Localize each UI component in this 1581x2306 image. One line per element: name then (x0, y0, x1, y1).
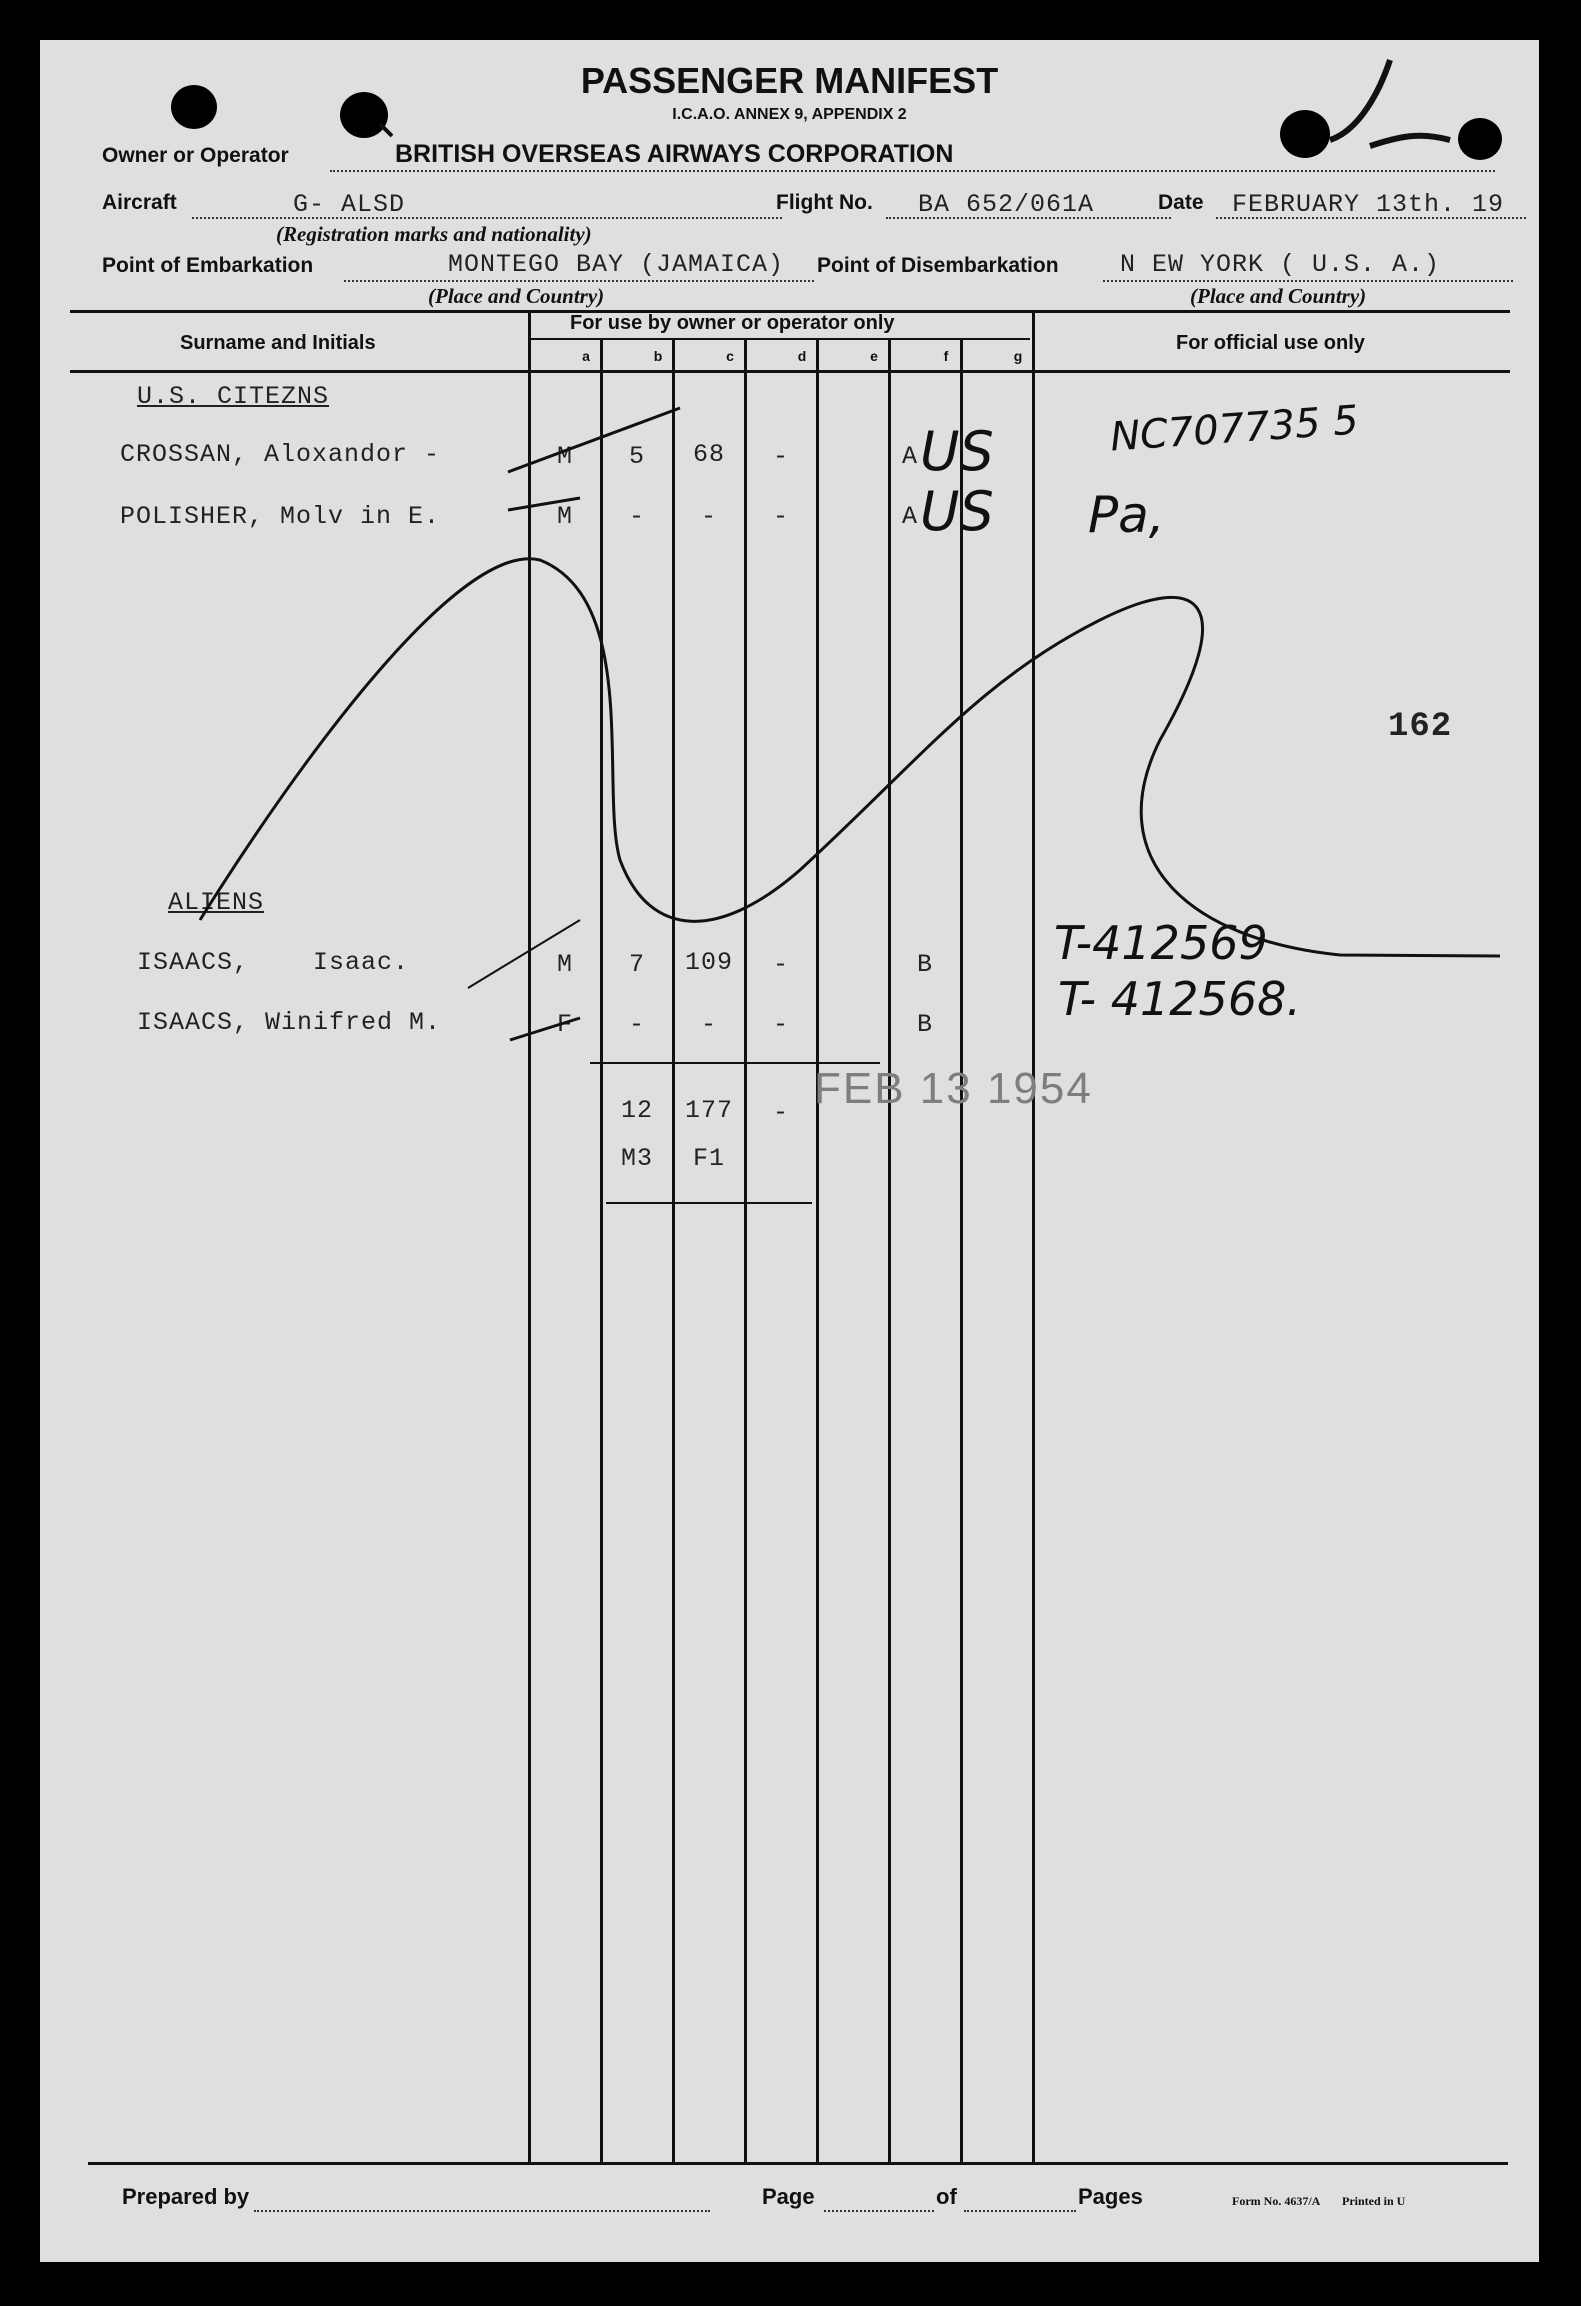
place-note-right: (Place and Country) (1190, 284, 1367, 308)
col-d-cell: - (772, 442, 789, 471)
prepared-label: Prepared by (122, 2184, 250, 2209)
form-number: Form No. 4637/A (1232, 2194, 1321, 2208)
corner-scribble (1330, 60, 1450, 146)
official-header: For official use only (1176, 332, 1365, 354)
disembark-label: Point of Disembarkation (817, 254, 1059, 277)
passenger-name: POLISHER, Molv in E. (120, 502, 441, 531)
col-c-cell: 109 (684, 948, 733, 977)
col-c-cell: - (700, 502, 717, 531)
embark-value: MONTEGO BAY (JAMAICA) (448, 250, 785, 279)
col-f-cell: B (916, 950, 933, 979)
handwritten-nationality: US (920, 420, 994, 483)
col-f-cell: A (901, 502, 918, 531)
age-cell: - (628, 1010, 645, 1039)
passenger-name: ISAACS, Winifred M. (137, 1008, 442, 1037)
age-cell: 5 (628, 442, 645, 471)
aircraft-value: G- ALSD (293, 190, 406, 219)
cancel-squiggle (200, 559, 1500, 956)
date-stamp: FEB 13 1954 (814, 1064, 1093, 1113)
passenger-name: ISAACS, Isaac. (137, 948, 410, 977)
disembark-value: N EW YORK ( U.S. A.) (1120, 250, 1441, 279)
sex-cell: F (556, 1010, 573, 1039)
flight-label: Flight No. (776, 191, 873, 214)
strike-mark (510, 1018, 580, 1040)
handwritten-nationality: US (920, 480, 994, 543)
column-b-header: b (653, 348, 663, 364)
owner-use-header: For use by owner or operator only (570, 312, 895, 334)
col-d-cell: - (772, 502, 789, 531)
page-label: Page (762, 2184, 815, 2209)
us-citizens-heading: U.S. CITEZNS (137, 382, 330, 411)
official-note: T- 412568. (1058, 972, 1301, 1026)
age-cell: 7 (628, 950, 645, 979)
strike-mark (508, 498, 580, 510)
col-c-cell: 68 (692, 440, 725, 469)
age-cell: - (628, 502, 645, 531)
page-dots (824, 2210, 934, 2212)
column-c-header: c (726, 348, 734, 364)
flight-value: BA 652/061A (918, 190, 1095, 219)
total-c2: F1 (692, 1144, 725, 1173)
date-label: Date (1158, 191, 1204, 214)
strike-mark (508, 408, 680, 472)
column-a-header: a (582, 348, 590, 364)
date-value: FEBRUARY 13th. 19 (1232, 190, 1505, 219)
sex-cell: M (556, 950, 573, 979)
aliens-heading: ALIENS (168, 888, 265, 917)
owner-label: Owner or Operator (102, 144, 289, 167)
official-note: T-412569 (1054, 916, 1268, 970)
corner-mark: 162 (1388, 708, 1453, 746)
col-f-cell: A (901, 442, 918, 471)
column-e-header: e (870, 348, 878, 364)
surname-header: Surname and Initials (180, 332, 376, 354)
of-label: of (936, 2184, 957, 2209)
pages-label: Pages (1078, 2184, 1143, 2209)
page-subtitle: I.C.A.O. ANNEX 9, APPENDIX 2 (672, 106, 907, 123)
prepared-dots (254, 2210, 710, 2212)
registration-note: (Registration marks and nationality) (276, 222, 592, 246)
strike-mark (468, 920, 580, 988)
manifest-page (40, 40, 1539, 2262)
aircraft-label: Aircraft (102, 191, 177, 214)
printed-in: Printed in U (1342, 2194, 1406, 2208)
owner-value: BRITISH OVERSEAS AIRWAYS CORPORATION (395, 140, 954, 168)
official-note: Pa, (1088, 486, 1165, 544)
column-d-header: d (797, 348, 807, 364)
embark-label: Point of Embarkation (102, 254, 314, 277)
total-c: 177 (684, 1096, 733, 1125)
passenger-name: CROSSAN, Aloxandor - (120, 440, 441, 469)
official-note: NC707735 5 (1108, 397, 1361, 461)
column-g-header: g (1013, 348, 1023, 364)
col-c-cell: - (700, 1010, 717, 1039)
total-b2: M3 (620, 1144, 653, 1173)
col-f-cell: B (916, 1010, 933, 1039)
owner-tick (380, 124, 392, 136)
column-f-header: f (943, 348, 949, 364)
place-note-left: (Place and Country) (428, 284, 605, 308)
col-d-cell: - (772, 1010, 789, 1039)
total-d: - (772, 1098, 789, 1127)
total-b: 12 (620, 1096, 653, 1125)
of-dots (964, 2210, 1076, 2212)
sex-cell: M (556, 442, 573, 471)
page-title: PASSENGER MANIFEST (580, 60, 999, 101)
sex-cell: M (556, 502, 573, 531)
handwritten-strokes (40, 40, 1539, 2262)
col-d-cell: - (772, 950, 789, 979)
